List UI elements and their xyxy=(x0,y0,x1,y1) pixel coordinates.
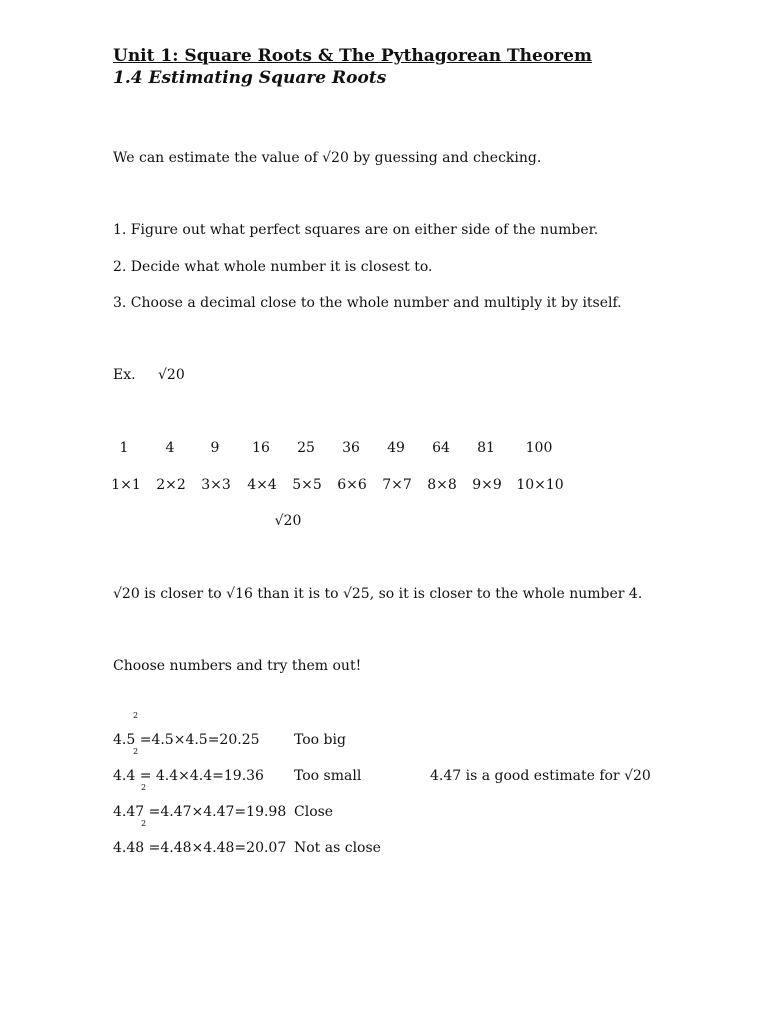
trial-exponent: 2 xyxy=(141,783,147,792)
product-1x1: 1×1 xyxy=(111,477,141,493)
trial-result: Too small xyxy=(294,768,362,784)
product-3x3: 3×3 xyxy=(201,477,231,493)
product-5x5: 5×5 xyxy=(292,477,322,493)
trial-result: Not as close xyxy=(294,840,381,856)
trial-exponent: 2 xyxy=(133,747,139,756)
sqrt20-marker: √20 xyxy=(274,513,302,529)
trial-exponent: 2 xyxy=(141,819,147,828)
perfect-square-25: 25 xyxy=(297,440,315,456)
step-1: 1. Figure out what perfect squares are on either side of the number. xyxy=(113,222,599,238)
product-2x2: 2×2 xyxy=(156,477,186,493)
perfect-square-9: 9 xyxy=(210,440,220,456)
intro-text: We can estimate the value of √20 by guessing and checking. xyxy=(113,150,542,166)
perfect-square-81: 81 xyxy=(477,440,495,456)
conclusion-text: √20 is closer to √16 than it is to √25, so it is closer to the whole number 4. xyxy=(113,586,643,602)
perfect-square-36: 36 xyxy=(342,440,360,456)
trial-exponent: 2 xyxy=(133,711,139,720)
perfect-square-49: 49 xyxy=(387,440,405,456)
page-title: Unit 1: Square Roots & The Pythagorean Theorem xyxy=(113,46,592,66)
product-10x10: 10×10 xyxy=(516,477,564,493)
estimate-note: 4.47 is a good estimate for √20 xyxy=(430,768,651,784)
step-3: 3. Choose a decimal close to the whole number and multiply it by itself. xyxy=(113,295,622,311)
perfect-square-16: 16 xyxy=(252,440,270,456)
product-7x7: 7×7 xyxy=(382,477,412,493)
section-subtitle: 1.4 Estimating Square Roots xyxy=(113,68,387,88)
trial-result: Close xyxy=(294,804,334,820)
perfect-square-1: 1 xyxy=(119,440,129,456)
perfect-square-100: 100 xyxy=(525,440,553,456)
try-prompt: Choose numbers and try them out! xyxy=(113,658,362,674)
step-2: 2. Decide what whole number it is closest to. xyxy=(113,259,433,275)
example-label: Ex. xyxy=(113,367,136,383)
product-8x8: 8×8 xyxy=(427,477,457,493)
trial-result: Too big xyxy=(294,732,346,748)
trial-equation: 4.5 =4.5×4.5=20.25 xyxy=(113,732,260,748)
trial-equation: 4.47 =4.47×4.47=19.98 xyxy=(113,804,287,820)
product-4x4: 4×4 xyxy=(247,477,277,493)
perfect-square-4: 4 xyxy=(165,440,175,456)
example-expression: √20 xyxy=(158,367,185,383)
perfect-square-64: 64 xyxy=(432,440,450,456)
product-9x9: 9×9 xyxy=(472,477,502,493)
product-6x6: 6×6 xyxy=(337,477,367,493)
trial-equation: 4.48 =4.48×4.48=20.07 xyxy=(113,840,287,856)
trial-equation: 4.4 = 4.4×4.4=19.36 xyxy=(113,768,264,784)
